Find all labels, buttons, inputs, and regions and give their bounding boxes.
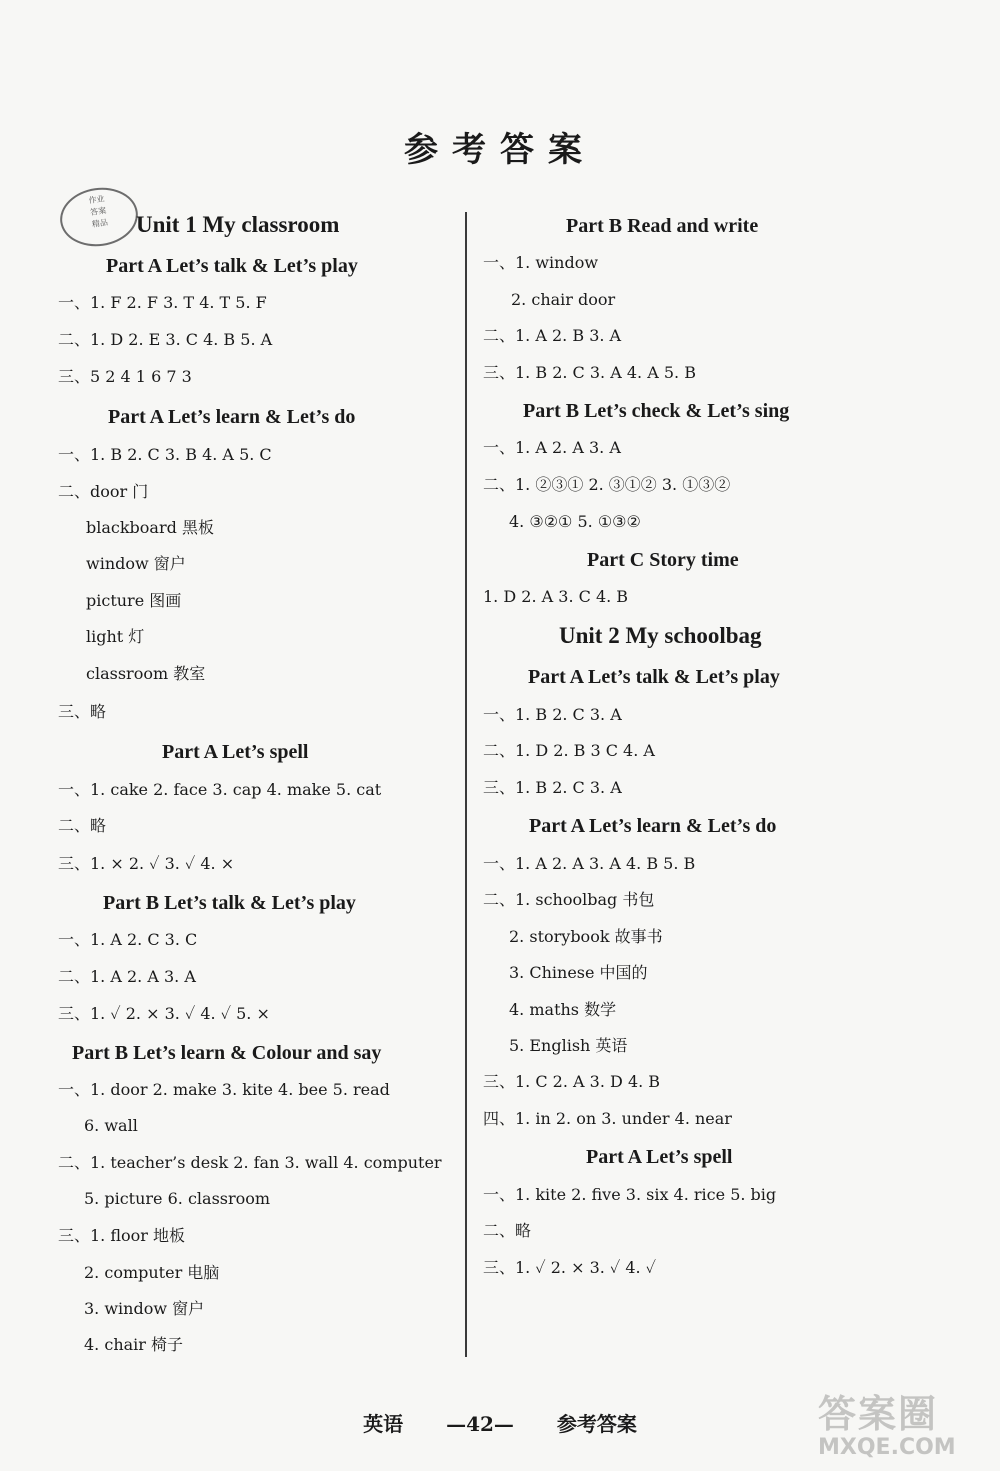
watermark-logo-text: 答案圈 [818,1392,939,1436]
stamp-text-2: 答案 [89,205,107,218]
footer-page-number: —42— [446,1412,514,1436]
watermark-domain: MXQE.COM [818,1435,956,1460]
answer-line: 二、door 门 [58,482,149,501]
answer-line: 一、1. A 2. A 3. A 4. B 5. B [483,854,696,873]
answer-line: 三、略 [58,702,107,721]
section-heading: Part A Let’s talk & Let’s play [106,255,358,277]
answer-line: 2. chair door [511,290,616,309]
answer-line: 二、1. D 2. E 3. C 4. B 5. A [58,330,273,349]
answer-line: 二、1. A 2. A 3. A [58,967,196,986]
section-heading: Part A Let’s learn & Let’s do [108,406,356,428]
section-heading: Part A Let’s talk & Let’s play [528,666,780,688]
answer-line: 4. ③②① 5. ①③② [509,512,641,531]
answer-line: 一、1. F 2. F 3. T 4. T 5. F [58,293,267,312]
section-heading: Part B Let’s learn & Colour and say [72,1042,382,1064]
section-heading: Part C Story time [587,549,739,571]
section-heading: Part B Read and write [566,215,759,237]
answer-line: 三、1. ✓ 2. × 3. ✓ 4. ✓ [483,1258,657,1277]
answer-line: 二、略 [58,816,107,835]
stamp-text-1: 作业 [88,194,106,206]
answer-line: 二、1. D 2. B 3 C 4. A [483,741,655,760]
section-heading: Part B Let’s check & Let’s sing [523,400,790,422]
section-heading: Part B Let’s talk & Let’s play [103,892,356,914]
answer-line: 二、1. A 2. B 3. A [483,326,622,345]
answer-line: 一、1. kite 2. five 3. six 4. rice 5. big [483,1185,777,1204]
answer-line: 5. picture 6. classroom [84,1189,271,1208]
answer-line: 4. chair 椅子 [84,1335,184,1354]
answer-line: blackboard 黑板 [86,518,214,537]
answer-line: 一、1. B 2. C 3. A [483,705,622,724]
answer-line: 2. computer 电脑 [84,1263,220,1282]
answer-line: 三、1. ✓ 2. × 3. ✓ 4. ✓ 5. × [58,1004,270,1023]
answer-line: 一、1. cake 2. face 3. cap 4. make 5. cat [58,780,382,799]
answer-line: 3. window 窗户 [84,1299,205,1318]
footer-subject: 英语 [363,1412,404,1436]
answer-line: picture 图画 [86,591,182,610]
answer-line: light 灯 [86,627,145,646]
stamp-seal [56,183,141,251]
answer-line: 2. storybook 故事书 [509,927,663,946]
page-title: 参考答案 [404,130,596,170]
answer-line: 三、1. floor 地板 [58,1226,186,1245]
answer-line: 一、1. window [483,253,599,272]
footer-label: 参考答案 [556,1412,637,1436]
stamp-text-3: 精品 [91,217,109,230]
answer-line: 一、1. door 2. make 3. kite 4. bee 5. read [58,1080,390,1099]
answer-line: 二、1. teacher’s desk 2. fan 3. wall 4. computer [58,1153,442,1172]
section-heading: Part A Let’s spell [162,741,309,763]
answer-line: 三、1. B 2. C 3. A 4. A 5. B [483,363,696,382]
section-heading: Part A Let’s spell [586,1146,733,1168]
answer-line: 四、1. in 2. on 3. under 4. near [483,1109,732,1128]
answer-line: 3. Chinese 中国的 [509,963,648,982]
answer-line: 三、1. × 2. ✓ 3. ✓ 4. × [58,854,235,873]
answer-line: 二、略 [483,1221,532,1240]
answer-line: 6. wall [84,1116,138,1135]
answer-line: 二、1. schoolbag 书包 [483,890,655,909]
site-watermark [818,1392,988,1464]
answer-line: classroom 教室 [86,664,206,683]
answer-line: 4. maths 数学 [509,1000,617,1019]
answer-line: 一、1. A 2. A 3. A [483,438,621,457]
section-heading: Part A Let’s learn & Let’s do [529,815,777,837]
answer-line: 三、1. B 2. C 3. A [483,778,622,797]
answer-line: 一、1. A 2. C 3. C [58,930,198,949]
unit-1-heading: Unit 1 My classroom [136,212,340,237]
answer-line: 1. D 2. A 3. C 4. B [483,587,629,606]
answer-line: 三、1. C 2. A 3. D 4. B [483,1072,661,1091]
answer-line: window 窗户 [86,554,186,573]
column-divider [465,212,467,1357]
answer-line: 一、1. B 2. C 3. B 4. A 5. C [58,445,272,464]
unit-2-heading: Unit 2 My schoolbag [559,623,762,648]
answer-line: 5. English 英语 [509,1036,628,1055]
answer-line: 三、5 2 4 1 6 7 3 [58,367,192,386]
answer-line: 二、1. ②③① 2. ③①② 3. ①③② [483,475,731,494]
